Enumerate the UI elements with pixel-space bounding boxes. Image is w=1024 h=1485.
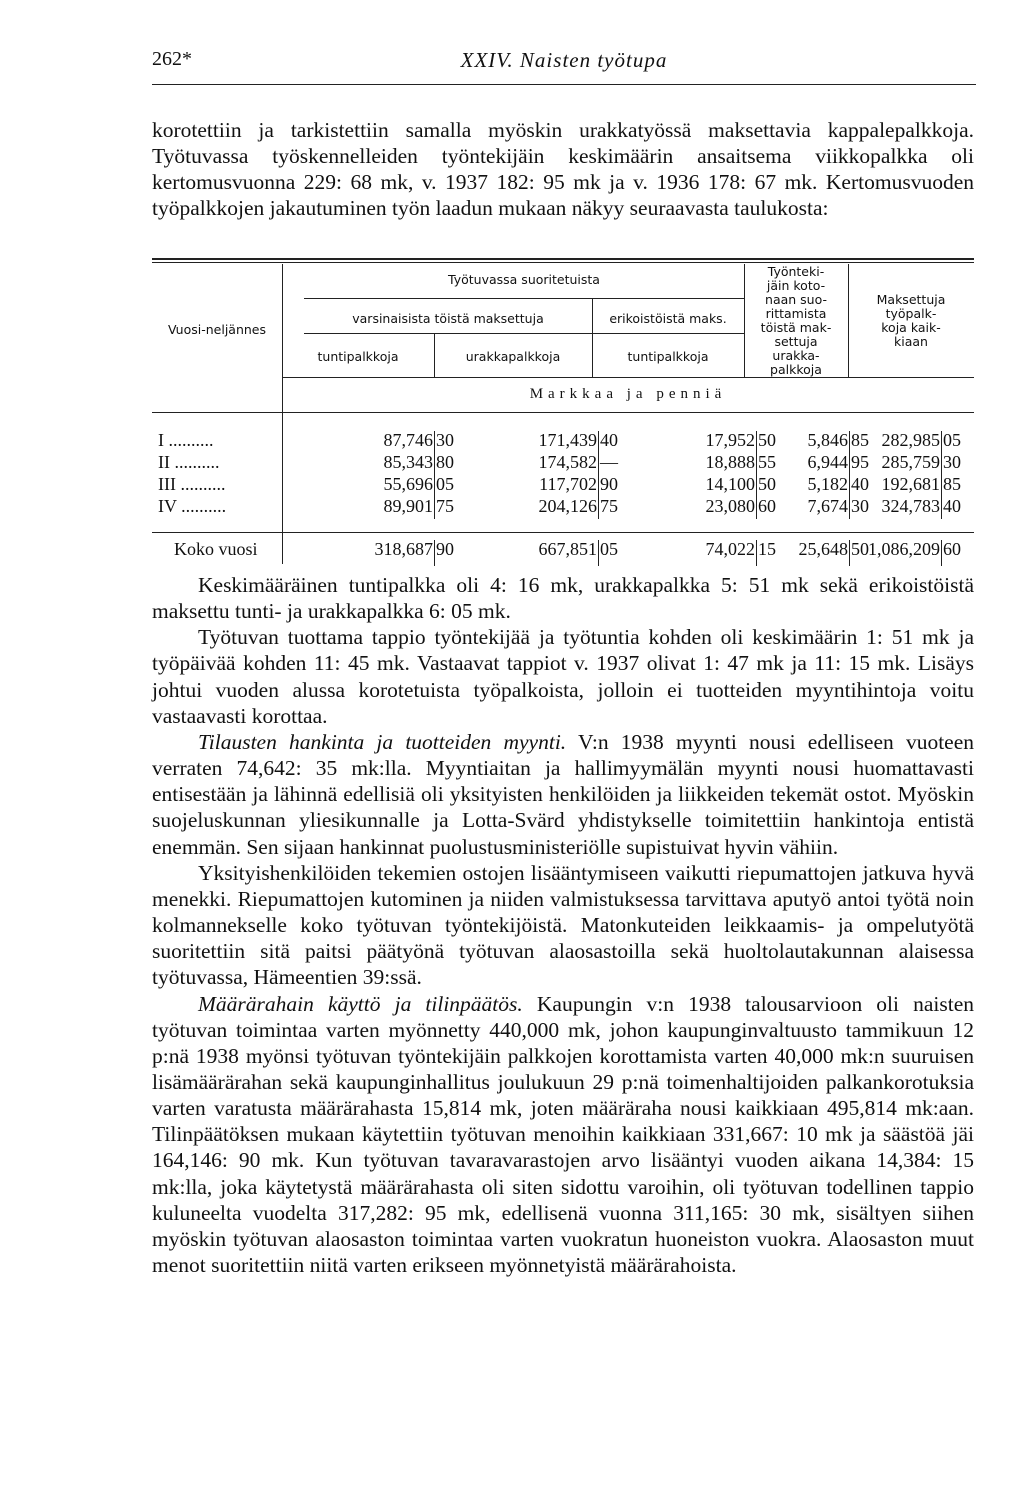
header-rule-subgroup: [304, 333, 744, 334]
paragraph-budget: [152, 991, 974, 1279]
cell-value: 14,100: [705, 474, 755, 494]
table-top-rule-2: [152, 262, 974, 263]
header-unit: Markkaa ja penniä: [529, 386, 727, 402]
cell-value: 87,746: [383, 430, 433, 450]
cell-decimal: 90: [436, 539, 454, 559]
header-regular: varsinaisista töistä maksettuja: [352, 311, 544, 326]
page-number: 262*: [152, 48, 192, 70]
decimal-separator-rule: [598, 497, 599, 519]
cell-decimal: 75: [600, 496, 618, 516]
header-total-l3: koja kaik-: [881, 320, 941, 335]
cell-value: 171,439: [538, 430, 597, 450]
section-title-budget: Määrärahain käyttö ja tilinpäätös.: [198, 991, 523, 1016]
decimal-separator-rule: [434, 431, 435, 453]
table-top-rule: [152, 258, 974, 260]
header-workshop: Työtuvassa suoritetuista: [448, 272, 600, 287]
header-quarter: Vuosi-neljännes: [167, 322, 267, 337]
cell-decimal: 50: [851, 539, 869, 559]
decimal-separator-rule: [941, 497, 942, 519]
cell-decimal: 55: [758, 452, 776, 472]
header-rule: [152, 84, 976, 85]
header-home-l4: rittamista: [765, 306, 827, 321]
row-label: I ..........: [158, 430, 214, 450]
cell-decimal: 95: [851, 452, 869, 472]
cell-value: 282,985: [881, 430, 940, 450]
cell-value: 6,944: [807, 452, 848, 472]
cell-value: 17,952: [705, 430, 755, 450]
decimal-separator-rule: [434, 475, 435, 497]
paragraph-avg-wage: Keskimääräinen tuntipalkka oli 4: 16 mk, urakkapalkka 5: 51 mk sekä erikoistöistä maksettu tunti- ja urakkapalkka 6: 05 mk.: [152, 573, 974, 624]
cell-value: 667,851: [538, 539, 597, 559]
paragraph-loss: Työtuvan tuottama tappio työntekijää ja työtuntia kohden oli keskimäärin 1: 51 mk ja työpäivää kohden 11: 45 mk. Vastaavat tappiot v. 1937 olivat 1: 47 mk ja 11: 15 mk. Lisäys johtui vuoden alussa korotetuista työpalkoista, jolloin ei tuotteiden myyntihintoja voitu vastaavasti korottaa.: [152, 625, 974, 728]
body-text: [152, 572, 974, 1278]
cell-decimal: 05: [600, 539, 618, 559]
cell-value: 18,888: [705, 452, 755, 472]
cell-decimal: 05: [436, 474, 454, 494]
header-home-l1: Työnteki-: [767, 264, 825, 279]
header-home-l3: naan suo-: [765, 292, 827, 307]
decimal-separator-rule: [598, 475, 599, 497]
header-home-l2: jäin koto-: [766, 278, 826, 293]
row-label: II ..........: [158, 452, 220, 472]
cell-decimal: 40: [943, 496, 961, 516]
cell-value: 1,086,209: [868, 539, 940, 559]
paragraph-sales-text: V:n 1938 myynti nousi edelliseen vuoteen verraten 74,642: 35 mk:lla. Myyntiaitan ja hallimyymälän myynti nousi huomattavasti entisestään ja lähinnä edellisiä oli yksityisten henkilöiden ja liikkeiden tekemät ostot. Myöskin suojeluskunnan yliesikunnalle ja Lotta-Svärd yhdistykselle toimitettiin hankintoja entistä enemmän. Sen sijaan hankinnat puolustusministeriölle supistuivat hyvin vähiin.: [152, 729, 974, 859]
cell-decimal: 75: [436, 496, 454, 516]
cell-value: 285,759: [881, 452, 940, 472]
cell-decimal: 85: [851, 430, 869, 450]
cell-value: 324,783: [881, 496, 940, 516]
header-special: erikoistöistä maks.: [609, 311, 727, 326]
cell-decimal: —: [600, 452, 618, 472]
cell-value: 5,846: [807, 430, 848, 450]
cell-value: 25,648: [798, 539, 848, 559]
header-home-l6: settuja: [774, 334, 818, 349]
decimal-separator-rule: [598, 453, 599, 475]
header-hourly-regular: tuntipalkkoja: [317, 349, 399, 364]
cell-value: 192,681: [881, 474, 940, 494]
cell-decimal: 40: [600, 430, 618, 450]
header-piece: urakkapalkkoja: [465, 349, 561, 364]
cell-value: 318,687: [374, 539, 433, 559]
section-title-sales: Tilausten hankinta ja tuotteiden myynti.: [198, 729, 567, 754]
cell-value: 89,901: [383, 496, 433, 516]
cell-decimal: 30: [943, 452, 961, 472]
header-total-l2: työpalk-: [885, 306, 937, 321]
cell-decimal: 40: [851, 474, 869, 494]
header-total-l1: Maksettuja: [876, 292, 946, 307]
cell-decimal: 60: [758, 496, 776, 516]
cell-decimal: 85: [943, 474, 961, 494]
total-row-label: Koko vuosi: [174, 539, 258, 559]
cell-value: 85,343: [383, 452, 433, 472]
header-home-l5: töistä mak-: [760, 320, 832, 335]
intro-paragraph: korotettiin ja tarkistettiin samalla myöskin urakkatyössä maksettavia kappalepalkkoja. Työtuvassa työskennelleiden työntekijäin keskimäärin ansaitsema viikkopalkka oli kertomusvuonna 229: 68 mk, v. 1937 182: 95 mk ja v. 1936 178: 67 mk. Kertomusvuoden työpalkkojen jakautuminen työn laadun mukaan näkyy seuraavasta taulukosta:: [152, 118, 974, 220]
header-hourly-special: tuntipalkkoja: [627, 349, 709, 364]
cell-value: 23,080: [705, 496, 755, 516]
cell-value: 7,674: [807, 496, 848, 516]
paragraph-sales: [152, 729, 974, 860]
header-rule-workshop: [304, 298, 744, 299]
decimal-separator-rule: [941, 453, 942, 475]
header-home-l8: palkkoja: [770, 362, 822, 377]
cell-decimal: 15: [758, 539, 776, 559]
cell-value: 5,182: [807, 474, 848, 494]
cell-value: 204,126: [538, 496, 597, 516]
cell-value: 74,022: [705, 539, 755, 559]
cell-decimal: 30: [851, 496, 869, 516]
col-rule-3: [592, 298, 593, 377]
cell-value: 174,582: [538, 452, 597, 472]
decimal-separator-rule: [941, 540, 942, 566]
paragraph-rugs: Yksityishenkilöiden tekemien ostojen lisääntymiseen vaikutti riepumattojen jatkuva hyvä menekki. Riepumattojen kutominen ja niiden valmistuksessa tarvittava aputyö antoi työtä noin kolmannekselle koko työtuvan työntekijöistä. Matonkuteiden leikkaamis- ja ompelutyötä suoritettiin sitä paitsi päätyönä työtuvan alaosastoilla sekä huoltolautakunnan alaisessa työtuvassa, Hämeentien 39:ssä.: [152, 860, 974, 990]
cell-decimal: 30: [436, 430, 454, 450]
decimal-separator-rule: [598, 431, 599, 453]
running-title: XXIV. Naisten työtupa: [460, 48, 668, 72]
page-header: [152, 48, 976, 78]
cell-decimal: 50: [758, 474, 776, 494]
wage-table: [152, 258, 974, 574]
header-bottom-rule: [152, 412, 974, 413]
row-label: III ..........: [158, 474, 226, 494]
total-rule: [152, 532, 974, 533]
header-rule-unit: [282, 377, 974, 378]
decimal-separator-rule: [941, 475, 942, 497]
cell-value: 55,696: [383, 474, 433, 494]
header-total-l4: kiaan: [894, 334, 928, 349]
col-rule-1: [282, 264, 283, 564]
cell-value: 117,702: [539, 474, 597, 494]
cell-decimal: 05: [943, 430, 961, 450]
header-home-l7: urakka-: [772, 348, 820, 363]
cell-decimal: 50: [758, 430, 776, 450]
paragraph-budget-text: Kaupungin v:n 1938 talousarvioon oli naisten työtuvan toimintaa varten myönnetty 440,000 mk, johon kaupunginvaltuusto tammikuun 12 p:nä 1938 myönsi työtuvan työntekijäin palkkojen korottamista varten 40,000 mk:n suuruisen lisämäärärahan sekä kaupunginhallitus joulukuun 29 p:nä toimenhaltijoiden palkankorotuksia varten varatusta määrärahasta 15,814 mk, joten määräraha nousi kaikkiaan 495,814 mk:aan. Tilinpäätöksen mukaan käytettiin työtuvan menoihin kaikkiaan 331,667: 10 mk ja säästöä jäi 164,146: 90 mk. Kun työtuvan tavaravarastojen arvo lisääntyi vuoden aikana 14,384: 15 mk:lla, joka käytetystä määrärahasta oli siten sidottu varoihin, oli työtuvan todellinen tappio kuluneelta vuodelta 317,282: 95 mk, edellisenä vuonna 311,165: 30 mk, sisältyen siihen myöskin työtuvan alaosaston toimintaa varten vuokratun huoneiston vuokra. Alaosaston muut menot suoritettiin niitä varten erikseen myönnetyistä määrärahoista.: [152, 991, 974, 1278]
cell-decimal: 80: [436, 452, 454, 472]
cell-decimal: 60: [943, 539, 961, 559]
row-label: IV ..........: [158, 496, 227, 516]
decimal-separator-rule: [598, 540, 599, 566]
decimal-separator-rule: [434, 540, 435, 566]
decimal-separator-rule: [434, 497, 435, 519]
decimal-separator-rule: [434, 453, 435, 475]
decimal-separator-rule: [941, 431, 942, 453]
cell-decimal: 90: [600, 474, 618, 494]
